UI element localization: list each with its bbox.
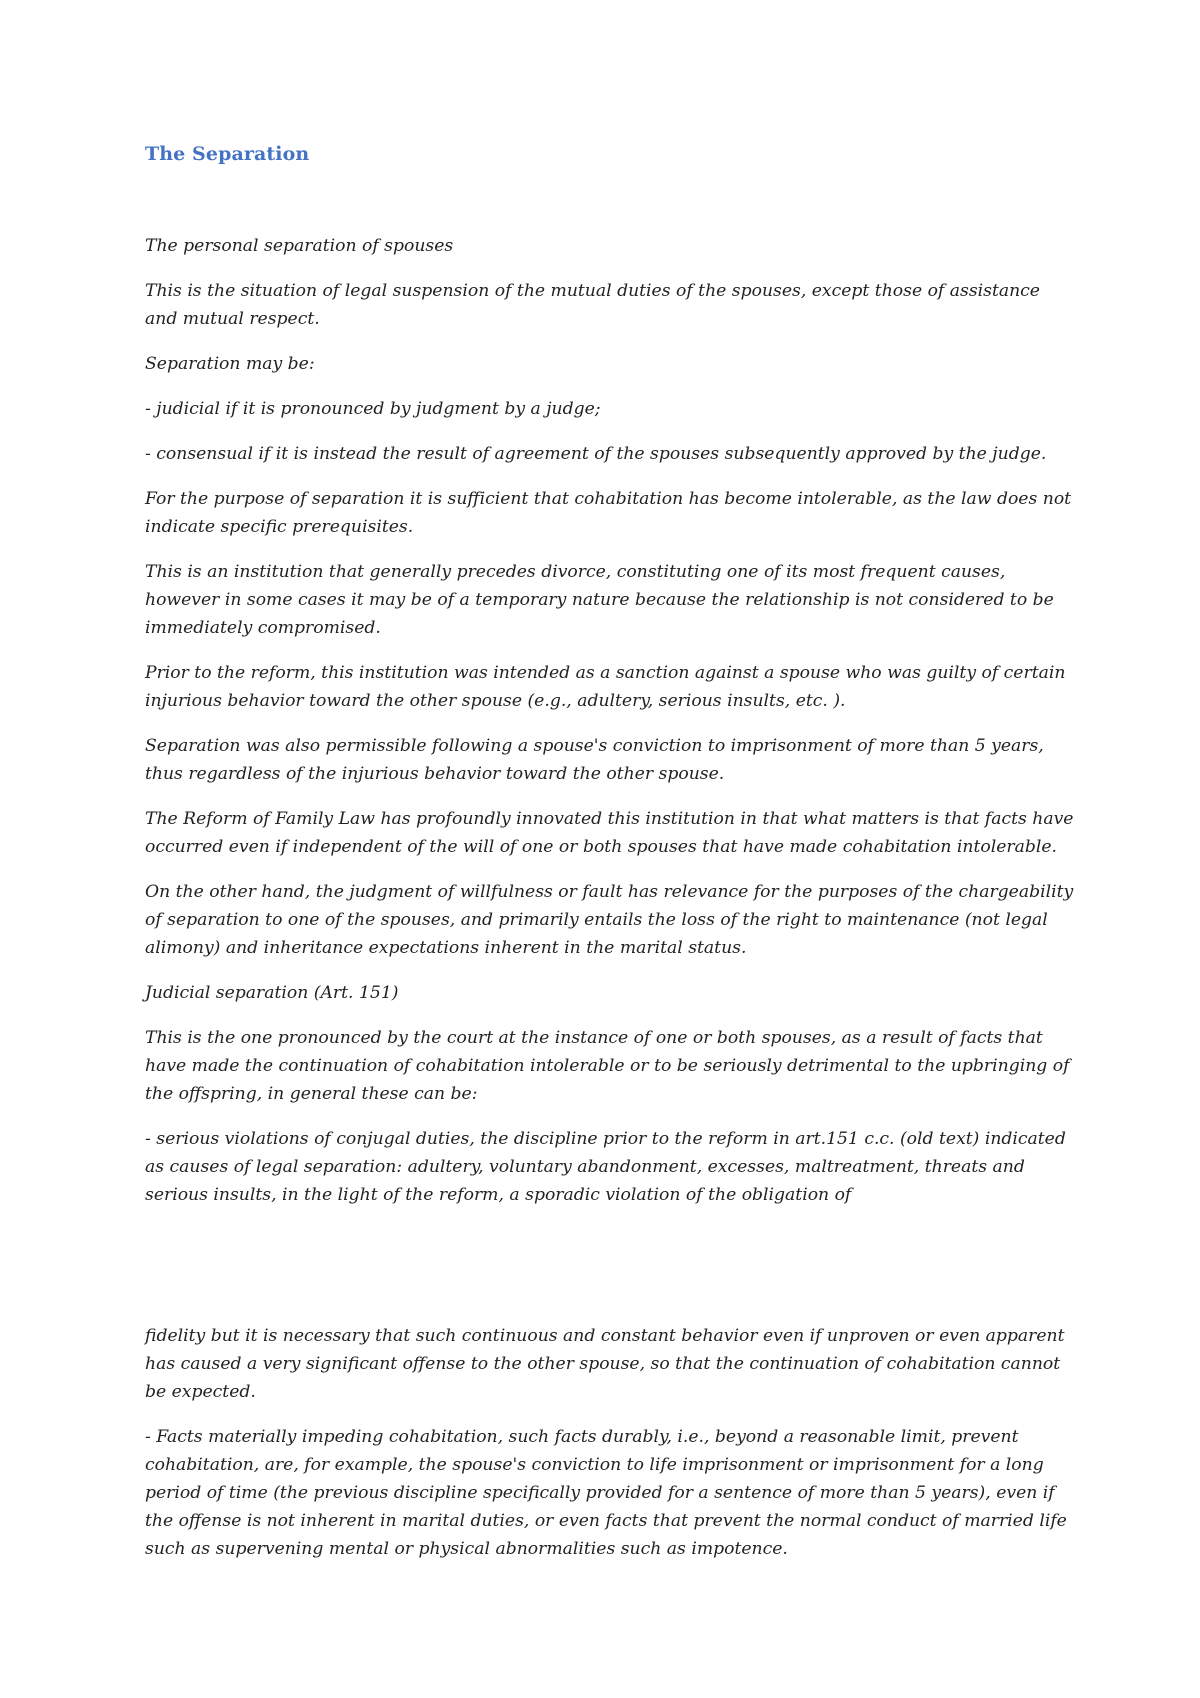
paragraph: Separation was also permissible following a spouse's conviction to imprisonment of more than 5 years, thus regardless of the injurious behavior toward the other spouse. <box>145 736 1044 784</box>
paragraph: On the other hand, the judgment of willfulness or fault has relevance for the purposes of the chargeability of separation to one of the spouses, and primarily entails the loss of the right to maintenance (not legal alimony) and inheritance expectations inherent in the marital status. <box>145 882 1074 958</box>
paragraph: This is the one pronounced by the court at the instance of one or both spouses, as a result of facts that have made the continuation of cohabitation intolerable or to be seriously detrimental to the upbringing of the offspring, in general these can be: <box>145 1028 1070 1104</box>
paragraph: Separation may be: <box>145 354 315 374</box>
list-item: - judicial if it is pronounced by judgment by a judge; <box>145 399 601 419</box>
paragraph: The Reform of Family Law has profoundly innovated this institution in that what matters is that facts have occurred even if independent of the will of one or both spouses that have made cohabitation intolerable. <box>145 809 1074 857</box>
subheading-personal-separation: The personal separation of spouses <box>145 236 454 256</box>
paragraph: This is the situation of legal suspension of the mutual duties of the spouses, except those of assistance and mutual respect. <box>145 281 1040 329</box>
page-one-body <box>145 232 1075 1226</box>
page-two-body <box>145 1322 1075 1580</box>
list-item: - consensual if it is instead the result of agreement of the spouses subsequently approved by the judge. <box>145 444 1047 464</box>
list-item: - Facts materially impeding cohabitation, such facts durably, i.e., beyond a reasonable limit, prevent cohabitation, are, for example, the spouse's conviction to life imprisonment or imprisonment for a long period of time (the previous discipline specifically provided for a sentence of more than 5 years), even if the offense is not inherent in marital duties, or even facts that prevent the normal conduct of married life such as supervening mental or physical abnormalities such as impotence. <box>145 1427 1067 1559</box>
document-heading: The Separation <box>145 143 310 165</box>
paragraph: fidelity but it is necessary that such continuous and constant behavior even if unproven or even apparent has caused a very significant offense to the other spouse, so that the continuation of cohabitation cannot be expected. <box>145 1326 1065 1402</box>
paragraph: Prior to the reform, this institution was intended as a sanction against a spouse who was guilty of certain injurious behavior toward the other spouse (e.g., adultery, serious insults, etc. ). <box>145 663 1066 711</box>
list-item: - serious violations of conjugal duties, the discipline prior to the reform in art.151 c.c. (old text) indicated as causes of legal separation: adultery, voluntary abandonment, excesses, maltreatment, threats and serious insults, in the light of the reform, a sporadic violation of the obligation of <box>145 1129 1066 1205</box>
paragraph: For the purpose of separation it is sufficient that cohabitation has become intolerable, as the law does not indicate specific prerequisites. <box>145 489 1072 537</box>
subheading-judicial-separation: Judicial separation (Art. 151) <box>145 983 399 1003</box>
paragraph: This is an institution that generally precedes divorce, constituting one of its most frequent causes, however in some cases it may be of a temporary nature because the relationship is not considered to be immediately compromised. <box>145 562 1054 638</box>
